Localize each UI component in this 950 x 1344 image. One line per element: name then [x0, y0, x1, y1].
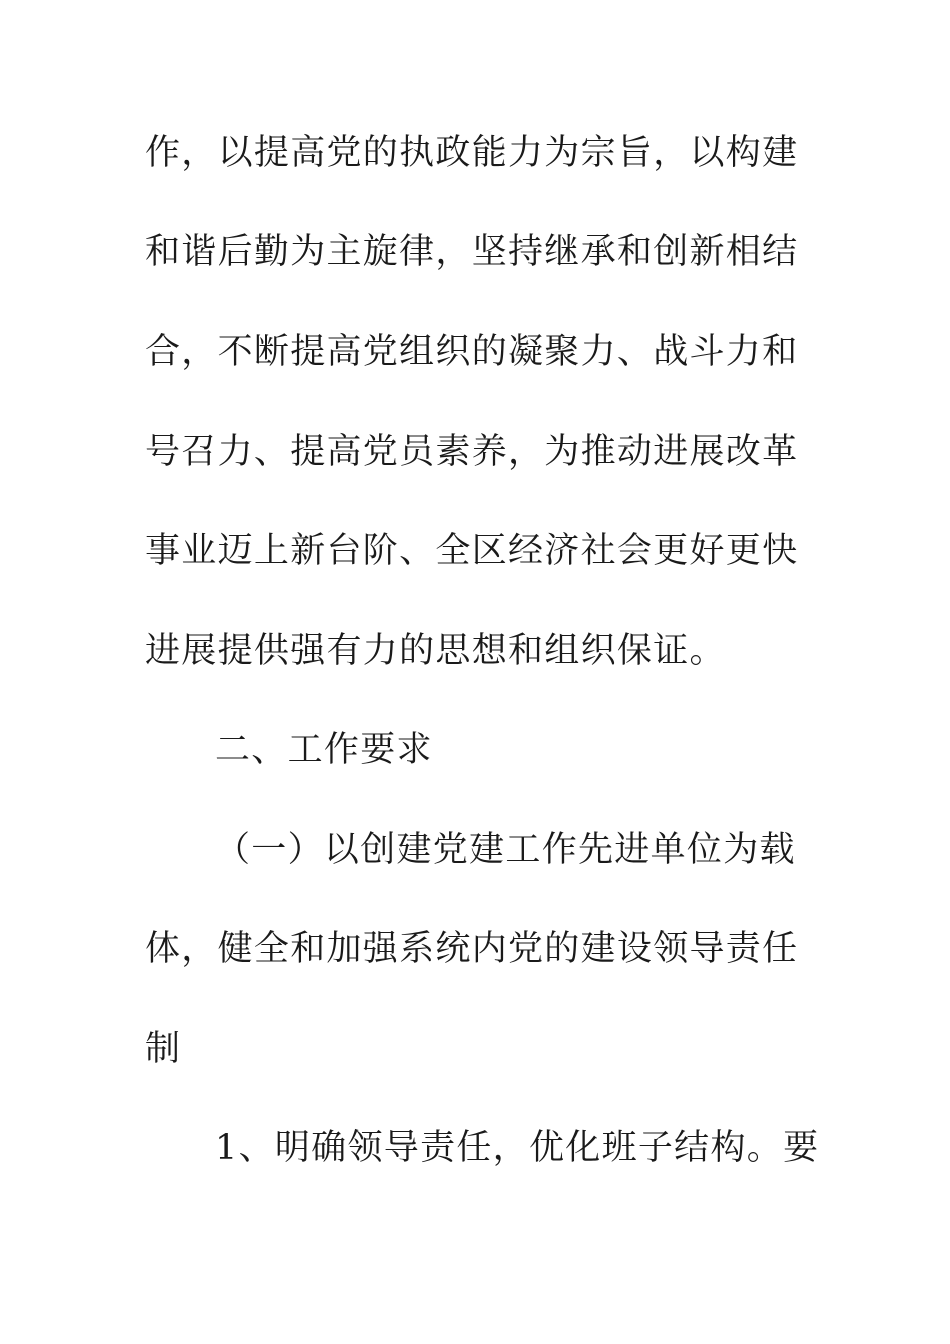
- body-text-line: 和谐后勤为主旋律，坚持继承和创新相结: [145, 232, 799, 272]
- subsection-heading: （一）以创建党建工作先进单位为载: [215, 830, 796, 870]
- body-text-line: 号召力、提高党员素养，为推动进展改革: [145, 432, 799, 472]
- body-text-line: 进展提供强有力的思想和组织保证。: [145, 631, 726, 671]
- body-text-line: 作，以提高党的执政能力为宗旨，以构建: [145, 133, 799, 173]
- numbered-paragraph-start: 1、明确领导责任，优化班子结构。要: [215, 1128, 820, 1168]
- subsection-heading-continued: 制: [145, 1029, 182, 1069]
- body-text-line: 事业迈上新台阶、全区经济社会更好更快: [145, 531, 799, 571]
- body-text-line: 合，不断提高党组织的凝聚力、战斗力和: [145, 332, 799, 372]
- section-heading: 二、工作要求: [215, 730, 433, 770]
- subsection-heading-continued: 体，健全和加强系统内党的建设领导责任: [145, 929, 799, 969]
